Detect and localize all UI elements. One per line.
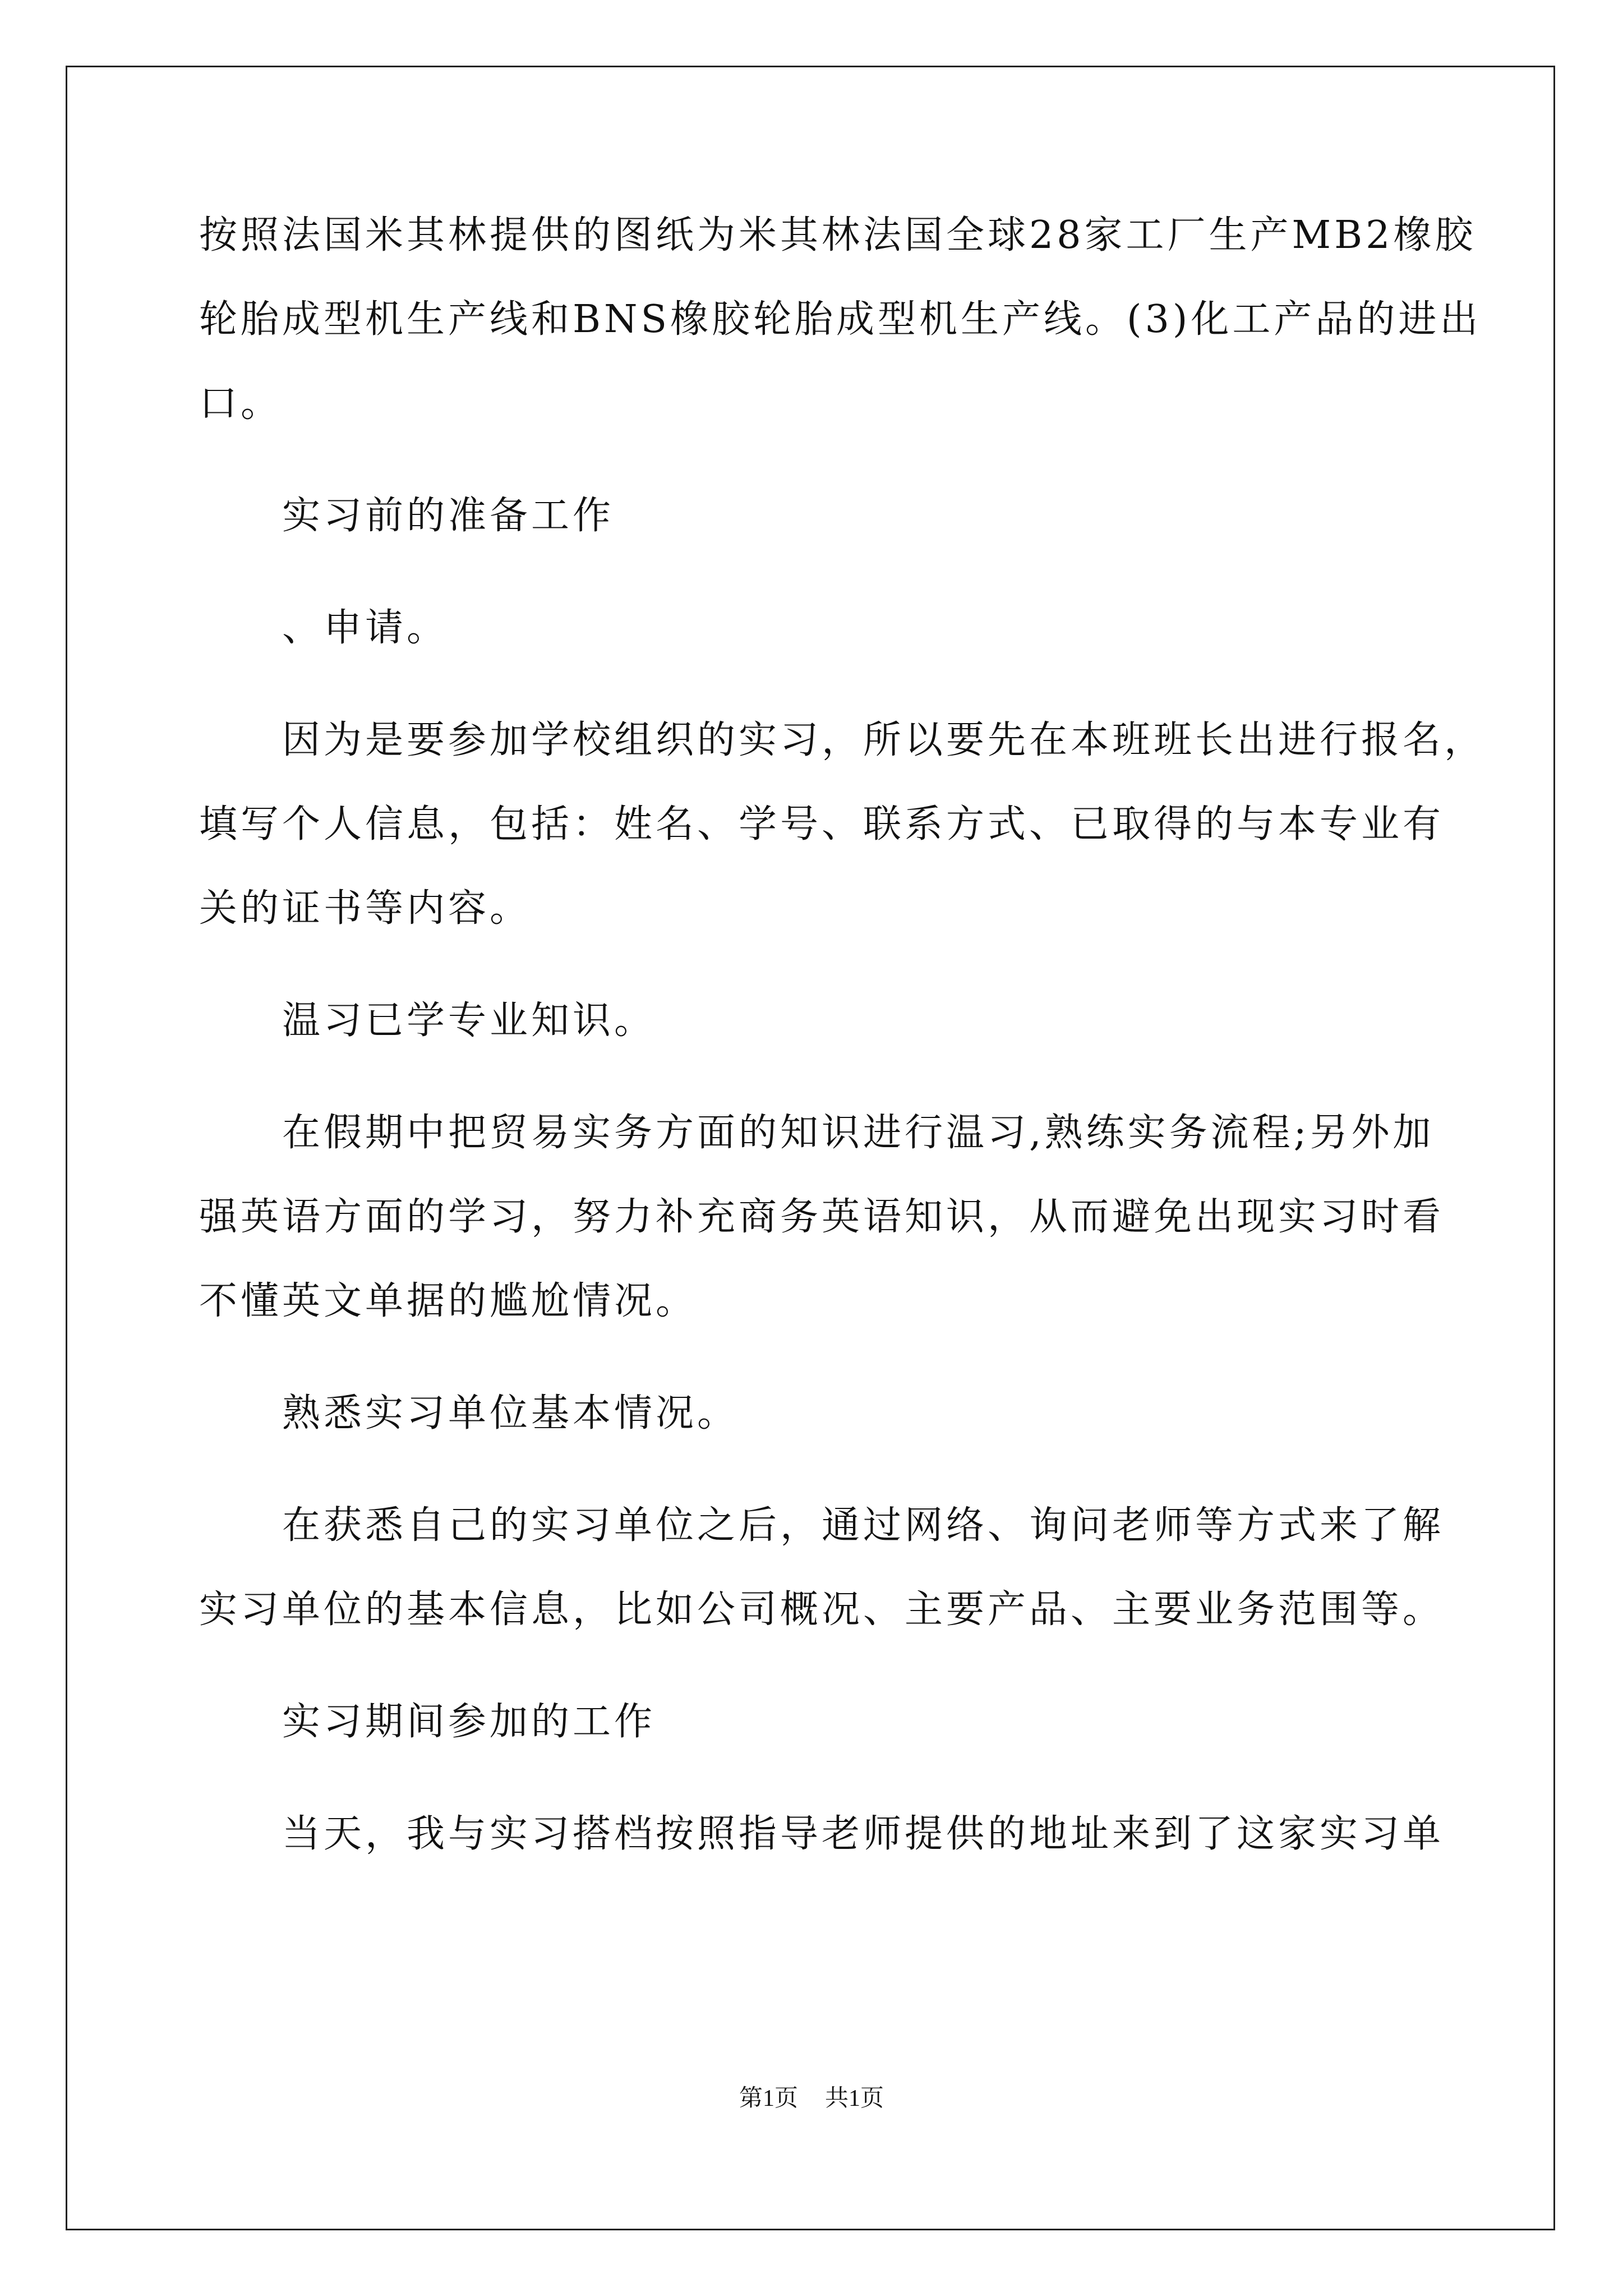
- page-number: 第1页: [739, 2086, 798, 2111]
- text-line: 强英语方面的学习，努力补充商务英语知识，从而避免出现实习时看: [199, 1195, 1445, 1239]
- text-line: 轮胎成型机生产线和BNS橡胶轮胎成型机生产线。(3)化工产品的进出: [199, 297, 1482, 342]
- text-line: 口。: [199, 381, 283, 426]
- text-line: 按照法国米其林提供的图纸为米其林法国全球28家工厂生产MB2橡胶: [199, 213, 1477, 257]
- text-line: 关的证书等内容。: [199, 886, 532, 931]
- text-line: 在获悉自己的实习单位之后，通过网络、询问老师等方式来了解: [282, 1503, 1445, 1548]
- page-footer: [0, 2085, 1623, 2113]
- subheading: 熟悉实习单位基本情况。: [282, 1391, 739, 1435]
- text-line: 因为是要参加学校组织的实习，所以要先在本班班长出进行报名，: [282, 718, 1486, 762]
- subheading: 、申请。: [282, 606, 449, 650]
- page-total: 共1页: [825, 2086, 884, 2111]
- text-line: 填写个人信息，包括：姓名、学号、联系方式、已取得的与本专业有: [199, 802, 1445, 846]
- text-line: 在假期中把贸易实务方面的知识进行温习,熟练实务流程;另外加: [282, 1111, 1435, 1155]
- text-line: 不懂英文单据的尴尬情况。: [199, 1279, 698, 1323]
- text-line: 当天，我与实习搭档按照指导老师提供的地址来到了这家实习单: [282, 1812, 1445, 1856]
- section-heading: 实习期间参加的工作: [282, 1700, 656, 1744]
- text-line: 实习单位的基本信息，比如公司概况、主要产品、主要业务范围等。: [199, 1588, 1445, 1632]
- section-heading: 实习前的准备工作: [282, 494, 615, 538]
- subheading: 温习已学专业知识。: [282, 999, 656, 1043]
